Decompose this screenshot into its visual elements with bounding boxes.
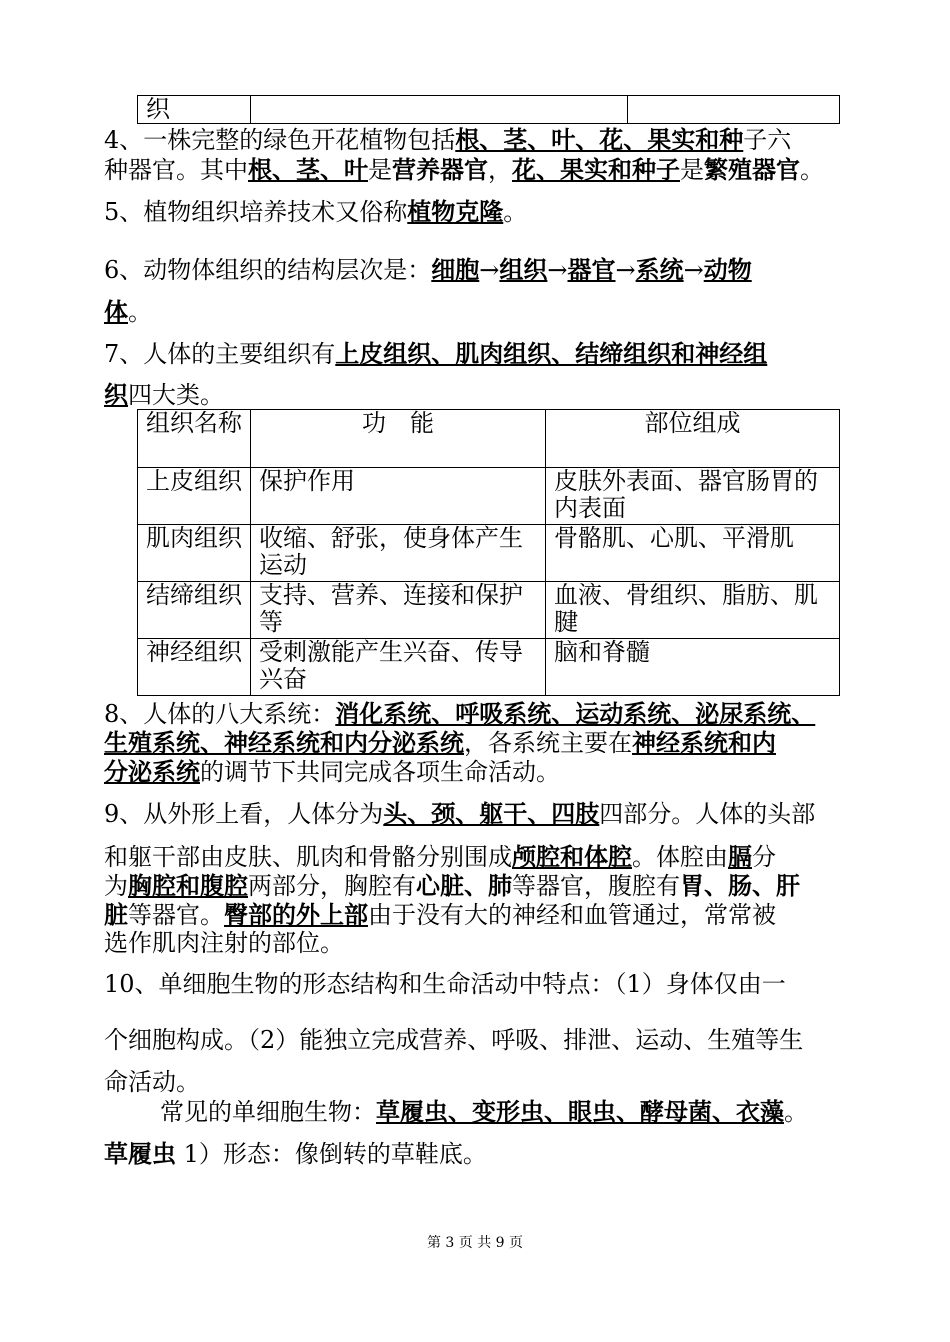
answer: 植物克隆 (407, 197, 504, 226)
text: 的调节下共同完成各项生命活动。 (200, 758, 560, 786)
item9-line4 (104, 901, 776, 929)
answer: 器官 (567, 255, 616, 284)
top-table-cell (251, 96, 628, 124)
text: 命活动。 (104, 1068, 200, 1096)
answer: 胃、肠、肝 (680, 871, 800, 900)
text: 是 (680, 156, 704, 184)
text: 1）形态：像倒转的草鞋底。 (176, 1140, 487, 1168)
item9-line2 (104, 843, 776, 871)
tissue-location: 血液、骨组织、脂肪、肌腱 (546, 582, 840, 639)
text: 个细胞构成。（2）能独立完成营养、呼吸、排泄、运动、生殖等生 (104, 1026, 804, 1054)
tissue-name: 神经组织 (138, 639, 251, 696)
answer: 根、茎、叶、花、果实和种 (455, 125, 744, 154)
tissue-location: 脑和脊髓 (546, 639, 840, 696)
answer: 颅腔和体腔 (512, 842, 632, 871)
text: 是 (368, 156, 392, 184)
item10-line2 (104, 1026, 803, 1054)
answer: 组织 (499, 255, 548, 284)
tissue-location: 骨骼肌、心肌、平滑肌 (546, 525, 840, 582)
arrow: → (479, 256, 500, 284)
text: ，各系统主要在 (464, 729, 632, 757)
item5-line (104, 198, 527, 226)
tissue-location: 皮肤外表面、器官肠胃的内表面 (546, 468, 840, 525)
text: 两部分，胸腔有 (248, 872, 416, 900)
item10-line1 (104, 970, 786, 998)
item10-line4 (160, 1098, 808, 1126)
header-cell: 功 能 (251, 410, 546, 468)
tissue-function: 受刺激能产生兴奋、传导兴奋 (251, 639, 546, 696)
top-table-cell (628, 96, 840, 124)
answer: 臀部的外上部 (224, 900, 368, 929)
arrow: → (683, 256, 704, 284)
item10-line3 (104, 1068, 200, 1096)
text: 。 (128, 298, 152, 326)
answer: 营养器官 (392, 155, 488, 184)
item6-line2 (104, 298, 152, 326)
text: 10、单细胞生物的形态结构和生命活动中特点：（1）身体仅由一 (104, 970, 786, 998)
table-row (138, 582, 840, 639)
text: 5、植物组织培养技术又俗称 (104, 198, 408, 226)
item10-line5 (104, 1140, 487, 1168)
item8-line1 (104, 700, 815, 728)
text: 子六 (743, 126, 792, 154)
answer: 头、颈、躯干、四肢 (383, 799, 600, 828)
answer: 胸腔和腹腔 (128, 871, 248, 900)
top-table-cell: 织 (138, 96, 251, 124)
answer: 系统 (635, 255, 684, 284)
answer: 繁殖器官 (704, 155, 800, 184)
text: 种器官。其中 (104, 156, 248, 184)
text: 选作肌肉注射的部位。 (104, 929, 344, 957)
answer: 细胞 (431, 255, 480, 284)
item4-line2 (104, 156, 824, 184)
top-table-fragment (137, 95, 840, 124)
answer: 根、茎、叶 (248, 155, 368, 184)
answer: 消化系统、呼吸系统、运动系统、泌尿系统、 (335, 699, 816, 728)
tissue-function: 收缩、舒张，使身体产生运动 (251, 525, 546, 582)
answer: 草履虫、变形虫、眼虫、酵母菌、衣藻 (376, 1097, 784, 1126)
section-heading: 草履虫 (104, 1139, 176, 1168)
text: 。 (503, 198, 528, 226)
tissue-function: 支持、营养、连接和保护等 (251, 582, 546, 639)
text: 8、人体的八大系统： (104, 700, 336, 728)
text: 由于没有大的神经和血管通过，常常被 (368, 901, 776, 929)
tissue-name: 上皮组织 (138, 468, 251, 525)
text: 9、从外形上看，人体分为 (104, 800, 384, 828)
answer: 动物 (703, 255, 752, 284)
text: 。 (800, 156, 824, 184)
item6-line1 (104, 256, 752, 284)
answer: 上皮组织、肌肉组织、结缔组织和神经组 (335, 339, 768, 368)
tissue-name: 结缔组织 (138, 582, 251, 639)
text: 。 (784, 1098, 808, 1126)
text: 常见的单细胞生物： (160, 1098, 376, 1126)
item7-line1 (104, 340, 767, 368)
item9-line1 (104, 800, 815, 828)
answer: 生殖系统、神经系统和内分泌系统 (104, 728, 464, 757)
arrow: → (615, 256, 636, 284)
item8-line3 (104, 758, 560, 786)
tissue-table (137, 409, 840, 696)
text: 。体腔由 (632, 843, 728, 871)
item4-line1 (104, 126, 791, 154)
item8-line2 (104, 729, 776, 757)
table-row (138, 468, 840, 525)
tissue-function: 保护作用 (251, 468, 546, 525)
answer: 脏 (104, 900, 128, 929)
answer: 神经系统和内 (632, 728, 776, 757)
answer: 分泌系统 (104, 757, 200, 786)
tissue-name: 肌肉组织 (138, 525, 251, 582)
text: 6、动物体组织的结构层次是： (104, 256, 432, 284)
table-row (138, 639, 840, 696)
answer: 心脏、肺 (416, 871, 512, 900)
text: ， (488, 156, 512, 184)
arrow: → (547, 256, 568, 284)
text: 等器官，腹腔有 (512, 872, 680, 900)
page-footer: 第 3 页 共 9 页 (426, 1235, 524, 1251)
answer: 织 (104, 380, 128, 409)
text: 和躯干部由皮肤、肌肉和骨骼分别围成 (104, 843, 512, 871)
table-header-row (138, 410, 840, 468)
item7-line2 (104, 381, 224, 409)
text: 4、一株完整的绿色开花植物包括 (104, 126, 456, 154)
answer: 膈 (728, 842, 752, 871)
text: 分 (752, 843, 776, 871)
answer: 花、果实和种子 (512, 155, 680, 184)
text: 为 (104, 872, 128, 900)
answer: 体 (104, 297, 128, 326)
header-cell: 组织名称 (138, 410, 251, 468)
item9-line5 (104, 929, 344, 957)
text: 等器官。 (128, 901, 224, 929)
text: 7、人体的主要组织有 (104, 340, 336, 368)
text: 四大类。 (128, 381, 224, 409)
item9-line3 (104, 872, 800, 900)
header-cell: 部位组成 (546, 410, 840, 468)
text: 四部分。人体的头部 (599, 800, 816, 828)
table-row (138, 525, 840, 582)
